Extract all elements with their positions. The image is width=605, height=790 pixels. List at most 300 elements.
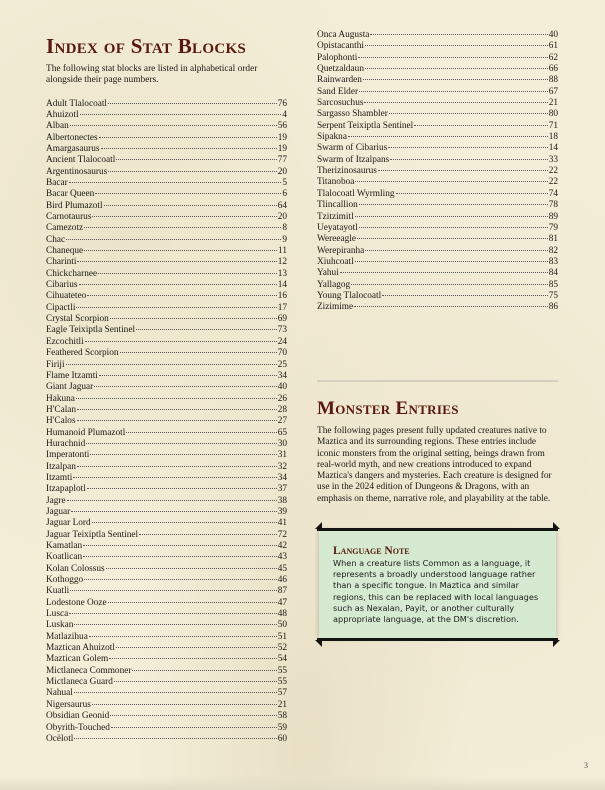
entry-name: Chac (46, 234, 66, 245)
index-list-right (317, 30, 558, 314)
entry-page-number: 42 (277, 541, 287, 551)
dot-leader (84, 250, 277, 251)
index-entry[interactable] (46, 246, 287, 257)
entry-name: Swarm of Cibarius (317, 143, 388, 154)
entry-page-number: 71 (548, 120, 558, 131)
entry-name: Ezcochitli (46, 336, 84, 347)
entry-page-number: 70 (277, 348, 287, 359)
index-entry[interactable] (317, 200, 558, 211)
dot-leader (92, 216, 276, 217)
dot-leader (340, 272, 548, 273)
index-entry[interactable] (317, 98, 558, 109)
index-entry[interactable] (317, 87, 558, 98)
index-entry[interactable] (317, 41, 558, 52)
index-entry[interactable] (46, 371, 287, 382)
index-entry[interactable] (46, 144, 287, 155)
entry-page-number: 51 (277, 631, 287, 642)
index-entry[interactable] (317, 302, 558, 313)
entry-name: Firiji (46, 359, 65, 370)
index-entry[interactable] (46, 337, 287, 348)
entry-name: Carnotaurus (46, 212, 92, 223)
note-corner-ornament (315, 640, 322, 647)
index-entry[interactable] (46, 484, 287, 495)
entry-page-number: 14 (277, 280, 287, 291)
entry-page-number: 21 (548, 98, 558, 109)
dot-leader (108, 103, 277, 104)
entry-page-number: 40 (277, 382, 287, 393)
dot-leader (70, 125, 277, 126)
entry-name: Camezotz (46, 223, 84, 234)
index-entry[interactable] (317, 109, 558, 120)
dot-leader (66, 364, 277, 365)
entry-name: Maztican Golem (46, 654, 109, 665)
entry-name: Maztican Ahuizotl (46, 643, 115, 654)
entry-name: Therizinosaurus (317, 166, 377, 177)
entry-name: Alban (46, 121, 69, 132)
dot-leader (77, 420, 277, 421)
entry-name: Ahuizotl (46, 109, 79, 120)
index-entry[interactable] (46, 121, 287, 132)
entry-page-number: 19 (277, 132, 287, 143)
left-column (46, 34, 287, 745)
entry-name: Tzitzimitl (317, 211, 354, 222)
dot-leader (110, 715, 276, 716)
index-entry[interactable] (317, 257, 558, 268)
entry-page-number: 65 (277, 427, 287, 438)
entry-name: Itzalpan (46, 461, 76, 472)
index-entry[interactable] (46, 394, 287, 405)
index-entry[interactable] (46, 257, 287, 268)
dot-leader (77, 466, 277, 467)
entry-name: Cibarius (46, 280, 78, 291)
entry-name: Kamatlan (46, 541, 83, 551)
entry-page-number: 39 (277, 506, 287, 517)
entry-page-number: 26 (277, 393, 287, 404)
index-entry[interactable] (46, 654, 287, 665)
dot-leader (101, 148, 277, 149)
entry-page-number: 69 (277, 314, 287, 325)
index-entry[interactable] (46, 235, 287, 246)
entry-page-number: 13 (277, 268, 287, 279)
entry-page-number: 17 (277, 302, 287, 313)
entry-page-number: 45 (277, 563, 287, 574)
entry-page-number: 82 (548, 245, 558, 256)
dot-leader (389, 113, 548, 114)
dot-leader (111, 727, 277, 728)
dot-leader (120, 352, 277, 353)
entry-name: Titanoboa (317, 177, 355, 188)
entry-name: Lusca (46, 609, 69, 620)
index-entry[interactable] (46, 439, 287, 450)
language-note-panel (319, 531, 556, 638)
index-entry[interactable] (46, 496, 287, 507)
index-entry[interactable] (46, 677, 287, 688)
entry-page-number: 60 (277, 733, 287, 744)
entry-page-number: 32 (277, 461, 287, 472)
index-entry[interactable] (46, 598, 287, 609)
language-note-body: When a creature lists Common as a language, it represents a broadly understood language rather than a specific tongue. In Maztica and similar regions, this can be replaced with local languages such as Nexalan, Payit, or another culturally appropriate language, at the DM's discretion. (333, 558, 539, 625)
dot-leader (70, 590, 276, 591)
dot-leader (357, 238, 548, 239)
index-entry[interactable] (46, 280, 287, 291)
entry-name: H'Calan (46, 404, 77, 415)
dot-leader (114, 681, 277, 682)
index-entry[interactable] (46, 99, 287, 110)
entry-name: Kuatli (46, 586, 70, 597)
entry-name: Koatlican (46, 552, 83, 563)
dot-leader (98, 273, 277, 274)
index-entry[interactable] (317, 155, 558, 166)
entry-page-number: 81 (548, 234, 558, 245)
entry-page-number: 72 (277, 529, 287, 540)
entry-page-number: 21 (277, 699, 287, 710)
entry-name: Sarcosuchus (317, 98, 364, 109)
index-entry[interactable] (317, 30, 558, 41)
monster-entries-body: The following pages present fully updated creatures native to Maztica and its surrounding regions. These entries include iconic monsters from the original setting, beings drawn from real-world myth, and new creations introduced to expand Maztica's dangers and mysteries. Each creature is designed for use in the 2024 edition of Dungeons & Dragons, with an emphasis on theme, narrative role, and playability at the table. (317, 426, 552, 504)
index-entry[interactable] (317, 143, 558, 154)
index-entry[interactable] (46, 189, 287, 200)
entry-name: Imperatonti (46, 450, 90, 461)
index-entry[interactable] (317, 132, 558, 143)
index-entry[interactable] (46, 666, 287, 677)
entry-name: Bacar (46, 178, 68, 188)
dot-leader (92, 522, 277, 523)
index-entry[interactable] (46, 291, 287, 302)
entry-name: Xiuhcoatl (317, 256, 354, 267)
entry-page-number: 46 (277, 575, 287, 586)
entry-name: Mictlaneca Guard (46, 677, 113, 688)
entry-name: Obsidian Geonid (46, 711, 110, 722)
dot-leader (126, 432, 276, 433)
dot-leader (74, 738, 276, 739)
index-entry[interactable] (46, 303, 287, 314)
index-entry[interactable] (46, 586, 287, 597)
dot-leader (94, 386, 276, 387)
index-entry[interactable] (46, 416, 287, 427)
dot-leader (89, 636, 277, 637)
index-entry[interactable] (46, 405, 287, 416)
entry-name: Mictlaneca Commoner (46, 665, 132, 676)
dot-leader (363, 79, 548, 80)
index-entry[interactable] (46, 167, 287, 178)
entry-name: Jaguar Teixiptla Sentinel (46, 529, 139, 540)
entry-page-number: 25 (277, 359, 287, 370)
entry-page-number: 47 (277, 597, 287, 608)
index-entry[interactable] (317, 234, 558, 245)
entry-page-number: 89 (548, 211, 558, 222)
entry-name: Ocëlotl (46, 733, 74, 744)
index-entry[interactable] (46, 700, 287, 711)
dot-leader (355, 261, 548, 262)
dot-leader (388, 147, 547, 148)
entry-name: Rainwarden (317, 75, 362, 86)
language-note-title: Language Note (333, 545, 410, 557)
dot-leader (80, 114, 282, 115)
entry-name: Cipactli (46, 302, 76, 313)
entry-name: Giant Jaguar (46, 382, 94, 393)
dot-leader (66, 239, 281, 240)
dot-leader (116, 647, 277, 648)
entry-page-number: 74 (548, 188, 558, 199)
dot-leader (136, 329, 277, 330)
index-entry[interactable] (46, 473, 287, 484)
index-entry[interactable] (46, 269, 287, 280)
entry-name: Yallagog (317, 279, 351, 290)
entry-page-number: 6 (282, 189, 287, 200)
dot-leader (73, 477, 276, 478)
index-entry[interactable] (46, 723, 287, 734)
index-entry[interactable] (46, 314, 287, 325)
entry-name: Zizimime (317, 302, 354, 313)
index-entry[interactable] (46, 575, 287, 586)
dot-leader (382, 295, 547, 296)
dot-leader (396, 193, 548, 194)
entry-name: Hakuna (46, 393, 75, 404)
entry-page-number: 77 (277, 155, 287, 166)
entry-page-number: 52 (277, 643, 287, 654)
entry-page-number: 28 (277, 404, 287, 415)
index-entry[interactable] (317, 268, 558, 279)
dot-leader (83, 545, 277, 546)
entry-page-number: 37 (277, 484, 287, 495)
index-entry[interactable] (317, 75, 558, 86)
dot-leader (355, 181, 547, 182)
dot-leader (86, 443, 276, 444)
entry-name: Chickcharnee (46, 268, 98, 279)
entry-page-number: 40 (548, 30, 558, 40)
index-entry[interactable] (46, 620, 287, 631)
dot-leader (77, 409, 277, 410)
dot-leader (76, 307, 276, 308)
entry-page-number: 84 (548, 268, 558, 279)
dot-leader (139, 534, 277, 535)
entry-page-number: 33 (548, 154, 558, 165)
index-entry[interactable] (317, 291, 558, 302)
index-entry[interactable] (46, 609, 287, 620)
index-entry[interactable] (317, 212, 558, 223)
dot-leader (84, 579, 277, 580)
dot-leader (116, 159, 276, 160)
entry-page-number: 57 (277, 688, 287, 699)
index-entry[interactable] (46, 507, 287, 518)
entry-name: Swarm of Itzalpans (317, 154, 390, 165)
index-entry[interactable] (46, 530, 287, 541)
dot-leader (378, 170, 548, 171)
entry-page-number: 30 (277, 438, 287, 449)
section-divider (317, 380, 558, 382)
dot-leader (87, 295, 276, 296)
entry-page-number: 31 (277, 450, 287, 461)
dot-leader (414, 125, 547, 126)
entry-page-number: 11 (278, 246, 287, 257)
entry-page-number: 73 (277, 325, 287, 336)
index-entry[interactable] (46, 541, 287, 552)
index-entry[interactable] (317, 280, 558, 291)
entry-page-number: 56 (277, 121, 287, 132)
entry-page-number: 8 (282, 223, 287, 234)
entry-name: Feathered Scorpion (46, 348, 119, 359)
index-entry[interactable] (46, 212, 287, 223)
entry-name: Ueyatayotl (317, 222, 358, 233)
entry-name: Sand Elder (317, 86, 359, 97)
entry-page-number: 54 (277, 654, 287, 665)
entry-name: Werepiranha (317, 245, 365, 256)
entry-name: Albertonectes (46, 132, 98, 143)
index-entry[interactable] (317, 53, 558, 64)
dot-leader (74, 624, 276, 625)
entry-page-number: 18 (548, 132, 558, 143)
note-corner-ornament (553, 522, 560, 529)
index-entry[interactable] (46, 201, 287, 212)
dot-leader (99, 137, 277, 138)
monster-entries-title: Monster Entries (317, 398, 459, 419)
entry-page-number: 34 (277, 472, 287, 483)
index-entry[interactable] (46, 564, 287, 575)
dot-leader (99, 375, 277, 376)
dot-leader (132, 670, 276, 671)
note-bottom-border (317, 638, 558, 641)
index-entry[interactable] (317, 189, 558, 200)
note-corner-ornament (553, 640, 560, 647)
entry-page-number: 83 (548, 256, 558, 267)
entry-page-number: 78 (548, 200, 558, 211)
entry-page-number: 80 (548, 109, 558, 120)
dot-leader (358, 57, 547, 58)
entry-page-number: 75 (548, 290, 558, 301)
dot-leader (76, 398, 277, 399)
dot-leader (85, 341, 277, 342)
index-entry[interactable] (46, 348, 287, 359)
dot-leader (87, 488, 277, 489)
entry-page-number: 34 (277, 370, 287, 381)
dot-leader (354, 306, 548, 307)
entry-page-number: 9 (282, 234, 287, 245)
entry-page-number: 87 (277, 586, 287, 597)
index-entry[interactable] (46, 462, 287, 473)
index-entry[interactable] (317, 64, 558, 75)
dot-leader (104, 205, 277, 206)
entry-page-number: 5 (282, 178, 287, 188)
index-entry[interactable] (317, 177, 558, 188)
index-entry[interactable] (46, 688, 287, 699)
entry-name: Tlincallion (317, 200, 358, 211)
entry-name: Tlalocoatl Wyrmling (317, 188, 395, 199)
index-entry[interactable] (46, 223, 287, 234)
index-entry[interactable] (46, 632, 287, 643)
entry-page-number: 76 (277, 98, 287, 109)
dot-leader (92, 704, 277, 705)
dot-leader (69, 182, 282, 183)
page-edge-shadow (0, 776, 605, 790)
entry-page-number: 24 (277, 336, 287, 347)
index-entry[interactable] (46, 178, 287, 189)
dot-leader (83, 556, 277, 557)
index-entry[interactable] (317, 121, 558, 132)
dot-leader (110, 318, 277, 319)
entry-page-number: 12 (277, 257, 287, 268)
entry-name: Crystal Scorpion (46, 314, 109, 325)
entry-name: Bacar Queen (46, 189, 95, 200)
dot-leader (106, 568, 277, 569)
index-entry[interactable] (46, 643, 287, 654)
index-entry[interactable] (317, 223, 558, 234)
index-entry[interactable] (46, 711, 287, 722)
entry-page-number: 88 (548, 75, 558, 86)
dot-leader (359, 91, 548, 92)
entry-name: Humanoid Plumazotl (46, 427, 126, 438)
entry-name: Flame Itzamti (46, 370, 98, 381)
index-entry[interactable] (317, 246, 558, 257)
dot-leader (359, 227, 548, 228)
entry-name: Serpent Teixiptla Sentinel (317, 120, 414, 131)
note-corner-ornament (315, 522, 322, 529)
entry-name: Sipakna (317, 132, 347, 143)
index-entry[interactable] (46, 382, 287, 393)
entry-name: Jaguar (46, 506, 71, 517)
index-entry[interactable] (46, 133, 287, 144)
entry-page-number: 22 (548, 177, 558, 188)
entry-page-number: 50 (277, 620, 287, 631)
entry-name: Bird Plumazotl (46, 200, 103, 211)
entry-page-number: 55 (277, 665, 287, 676)
entry-page-number: 58 (277, 711, 287, 722)
entry-name: Luskan (46, 620, 74, 631)
index-entry[interactable] (46, 450, 287, 461)
monster-entries-section (317, 397, 558, 505)
entry-name: Opistacanthi (317, 41, 364, 52)
entry-name: Adult Tlalocoatl (46, 98, 108, 109)
index-entry[interactable] (46, 734, 287, 745)
entry-page-number: 14 (548, 143, 558, 154)
index-entry[interactable] (46, 518, 287, 529)
dot-leader (108, 171, 276, 172)
entry-name: H'Calos (46, 416, 76, 427)
index-intro: The following stat blocks are listed in alphabetical order alongside their page numbers. (46, 64, 258, 86)
index-entry[interactable] (46, 325, 287, 336)
index-entry[interactable] (46, 155, 287, 166)
entry-page-number: 16 (277, 291, 287, 302)
dot-leader (74, 692, 277, 693)
dot-leader (79, 284, 277, 285)
entry-page-number: 64 (277, 200, 287, 211)
dot-leader (71, 511, 276, 512)
dot-leader (84, 227, 281, 228)
index-entry[interactable] (46, 428, 287, 439)
entry-page-number: 86 (548, 302, 558, 313)
index-entry[interactable] (46, 360, 287, 371)
language-note-box (317, 528, 558, 641)
page-number: 3 (584, 761, 588, 770)
entry-page-number: 43 (277, 552, 287, 563)
index-entry[interactable] (317, 166, 558, 177)
entry-name: Charinti (46, 257, 77, 268)
entry-name: Matlazihua (46, 631, 88, 642)
entry-page-number: 59 (277, 722, 287, 733)
entry-page-number: 20 (277, 166, 287, 177)
entry-page-number: 61 (548, 41, 558, 52)
entry-page-number: 4 (282, 109, 287, 120)
index-entry[interactable] (46, 552, 287, 563)
entry-page-number: 22 (548, 166, 558, 177)
entry-name: Wereeagle (317, 234, 356, 245)
entry-page-number: 79 (548, 222, 558, 233)
entry-name: Hurachnid (46, 438, 86, 449)
entry-name: Yahui (317, 268, 339, 279)
entry-name: Quetzaldaun (317, 64, 364, 75)
entry-name: Kothoggo (46, 575, 84, 586)
index-entry[interactable] (46, 110, 287, 121)
entry-page-number: 19 (277, 143, 287, 154)
